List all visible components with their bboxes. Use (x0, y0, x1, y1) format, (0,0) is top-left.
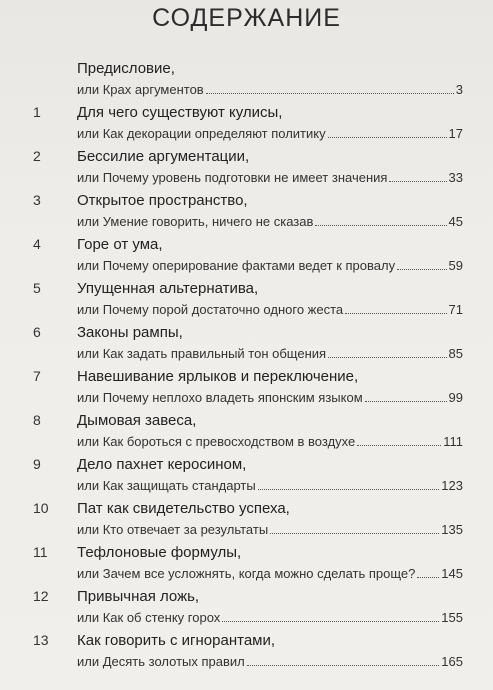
page-number: 3 (455, 82, 463, 97)
page-title: СОДЕРЖАНИЕ (152, 4, 341, 32)
dot-leader (247, 664, 440, 666)
chapter-title: Упущенная альтернатива, (77, 280, 259, 297)
dot-leader (365, 400, 447, 402)
dot-leader (222, 620, 439, 622)
toc-entry (0, 412, 493, 452)
dot-leader (345, 312, 446, 314)
chapter-title: Дело пахнет керосином, (77, 456, 247, 473)
chapter-number: 7 (33, 368, 41, 384)
page-number: 145 (441, 566, 463, 581)
dot-leader (357, 444, 441, 446)
chapter-title: Привычная ложь, (77, 588, 200, 605)
chapter-subline (77, 432, 463, 449)
page-number: 59 (448, 258, 463, 273)
toc-entry (0, 456, 493, 496)
dot-leader (258, 488, 440, 490)
chapter-subtitle: или Зачем все усложнять, когда можно сделать проще? (77, 566, 416, 581)
toc-entry (0, 632, 493, 672)
chapter-subtitle: или Почему уровень подготовки не имеет значения (77, 170, 388, 185)
chapter-subtitle: или Как защищать стандарты (77, 478, 256, 493)
toc-entry (0, 236, 493, 276)
page-number: 123 (441, 478, 463, 493)
chapter-subline (77, 168, 463, 185)
chapter-number: 2 (33, 148, 41, 164)
chapter-subtitle: или Как задать правильный тон общения (77, 346, 327, 361)
page-number: 17 (448, 126, 463, 141)
toc-entry (0, 500, 493, 540)
chapter-number: 1 (33, 104, 41, 120)
chapter-number: 8 (33, 412, 41, 428)
dot-leader (328, 136, 447, 138)
toc-entry (0, 280, 493, 320)
dot-leader (389, 180, 446, 182)
chapter-number: 4 (33, 236, 41, 252)
chapter-subline (77, 564, 463, 581)
chapter-number: 13 (33, 632, 49, 648)
chapter-subtitle: или Почему неплохо владеть японским языком (77, 390, 363, 405)
chapter-subtitle: или Кто отвечает за результаты (77, 522, 269, 537)
chapter-subtitle: или Почему порой достаточно одного жеста (77, 302, 344, 317)
chapter-subline (77, 608, 463, 625)
chapter-title: Для чего существуют кулисы, (77, 104, 283, 121)
toc-entry (0, 368, 493, 408)
chapter-title: Как говорить с игнорантами, (77, 632, 276, 649)
chapter-subline (77, 80, 463, 97)
toc-entry (0, 60, 493, 100)
chapter-subline (77, 520, 463, 537)
page-number: 33 (448, 170, 463, 185)
page-number: 85 (448, 346, 463, 361)
dot-leader (397, 268, 446, 270)
chapter-subtitle: или Крах аргументов (77, 82, 204, 97)
chapter-title: Дымовая завеса, (77, 412, 197, 429)
chapter-number: 5 (33, 280, 41, 296)
dot-leader (206, 92, 454, 94)
chapter-subline (77, 652, 463, 669)
chapter-subtitle: или Десять золотых правил (77, 654, 245, 669)
chapter-number: 12 (33, 588, 49, 604)
chapter-subline (77, 256, 463, 273)
chapter-title: Пат как свидетельство успеха, (77, 500, 290, 517)
page-number: 135 (441, 522, 463, 537)
page-number: 111 (443, 434, 463, 449)
chapter-title: Предисловие, (77, 60, 175, 77)
chapter-title: Навешивание ярлыков и переключение, (77, 368, 359, 385)
chapter-number: 3 (33, 192, 41, 208)
page-number: 99 (448, 390, 463, 405)
chapter-subtitle: или Умение говорить, ничего не сказав (77, 214, 314, 229)
chapter-subtitle: или Как об стенку горох (77, 610, 221, 625)
chapter-subline (77, 124, 463, 141)
chapter-number: 10 (33, 500, 49, 516)
toc-entry (0, 192, 493, 232)
chapter-subline (77, 388, 463, 405)
toc-entry (0, 148, 493, 188)
page-number: 45 (448, 214, 463, 229)
chapter-subtitle: или Как бороться с превосходством в воздухе (77, 434, 356, 449)
chapter-number: 9 (33, 456, 41, 472)
chapter-number: 11 (33, 544, 48, 560)
dot-leader (328, 356, 446, 358)
page-number: 71 (448, 302, 463, 317)
toc-entry (0, 324, 493, 364)
toc-entry (0, 104, 493, 144)
chapter-subline (77, 344, 463, 361)
chapter-title: Бессилие аргументации, (77, 148, 250, 165)
chapter-subline (77, 476, 463, 493)
chapter-title: Законы рампы, (77, 324, 183, 341)
chapter-title: Горе от ума, (77, 236, 163, 253)
toc-entry (0, 588, 493, 628)
chapter-subtitle: или Как декорации определяют политику (77, 126, 326, 141)
dot-leader (417, 576, 439, 578)
page-number: 165 (441, 654, 463, 669)
chapter-title: Открытое пространство, (77, 192, 248, 209)
chapter-subline (77, 300, 463, 317)
chapter-subtitle: или Почему оперирование фактами ведет к провалу (77, 258, 396, 273)
chapter-title: Тефлоновые формулы, (77, 544, 242, 561)
chapter-subline (77, 212, 463, 229)
dot-leader (315, 224, 446, 226)
page-number: 155 (441, 610, 463, 625)
dot-leader (270, 532, 439, 534)
chapter-number: 6 (33, 324, 41, 340)
toc-entry (0, 544, 493, 584)
